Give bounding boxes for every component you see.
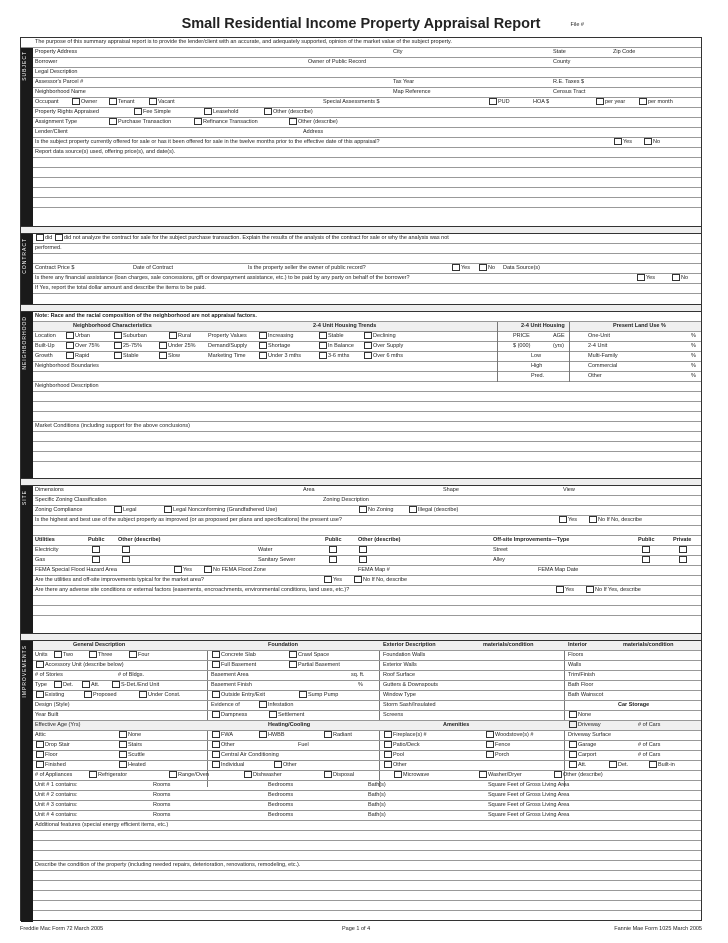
improvements-blank-line[interactable] [33,831,701,841]
legal-checkbox[interactable] [114,506,122,513]
side-label-neighborhood: NEIGHBORHOOD [21,312,33,478]
neighborhood-blank-line[interactable] [33,392,701,402]
nonconforming-checkbox[interactable] [164,506,172,513]
over-supply-checkbox[interactable] [364,342,372,349]
finished-checkbox[interactable] [36,761,44,768]
range-checkbox[interactable] [169,771,177,778]
shortage-checkbox[interactable] [259,342,267,349]
gas-other-checkbox[interactable] [122,556,130,563]
neighborhood-row-market[interactable]: Market Conditions (including support for the above conclusions) [33,422,701,432]
existing-checkbox[interactable] [36,691,44,698]
footer-page: Page 1 of 4 [342,926,371,932]
proposed-checkbox[interactable] [84,691,92,698]
subject-row-address[interactable]: Property Address City State Zip Code [33,48,701,58]
rural-checkbox[interactable] [169,332,177,339]
improvements-row-11[interactable]: Floor Scuttle Central Air Conditioning Pool Porch Carport # of Cars [33,751,701,761]
unit-row[interactable]: Unit # 2 contains: Rooms Bedrooms Bath(s) Square Feet of Gross Living Area [33,791,701,801]
sump-pump-checkbox[interactable] [299,691,307,698]
util-yes-checkbox[interactable] [324,576,332,583]
full-basement-checkbox[interactable] [212,661,220,668]
hbu-yes-checkbox[interactable] [559,516,567,523]
refinance-checkbox[interactable] [194,118,202,125]
fwa-checkbox[interactable] [212,731,220,738]
declining-checkbox[interactable] [364,332,372,339]
floor-checkbox[interactable] [36,751,44,758]
assist-yes-checkbox[interactable] [637,274,645,281]
slow-checkbox[interactable] [159,352,167,359]
improvements-row-10[interactable]: Drop Stair Stairs Other Fuel Patio/Deck Fence Garage # of Cars [33,741,701,751]
garage-checkbox[interactable] [569,741,577,748]
did-not-checkbox[interactable] [55,234,63,241]
att-garage-checkbox[interactable] [569,761,577,768]
det-garage-checkbox[interactable] [609,761,617,768]
neighborhood-blank-line[interactable] [33,402,701,412]
improvements-row-3[interactable]: # of Stories # of Bldgs. Basement Area sq. ft. Roof Surface Trim/Finish [33,671,701,681]
improvements-row-1[interactable]: Units Two Three Four Concrete Slab Crawl Space Foundation Walls Floors [33,651,701,661]
site-row-zoning[interactable]: Specific Zoning Classification Zoning Description [33,496,701,506]
unit-row[interactable]: Unit # 4 contains: Rooms Bedrooms Bath(s) Square Feet of Gross Living Area [33,811,701,821]
side-label-site: SITE [21,486,33,633]
cool-other-checkbox[interactable] [274,761,282,768]
neighborhood-blank-line[interactable] [33,462,701,471]
neighborhood-row-2[interactable]: Built-Up Over 75% 25-75% Under 25% Demand/Supply Shortage In Balance Over Supply $ (000) (yrs) 2-4 Unit % [33,342,701,352]
individual-checkbox[interactable] [212,761,220,768]
improvements-header-row: General Description Foundation Exterior Description materials/condition Interior materials/condition [33,641,701,651]
owner-checkbox[interactable] [72,98,80,105]
section-separator [21,226,701,234]
improvements-row-additional[interactable]: Additional features (special energy efficient items, etc.) [33,821,701,831]
adverse-yes-checkbox[interactable] [556,586,564,593]
improvements-row-7[interactable]: Year Built Dampness Settlement Screens None [33,711,701,721]
site-row-gas[interactable]: Gas Sanitary Sewer Alley [33,556,701,566]
subject-row-sources[interactable]: Report data source(s) used, offering price(s), and date(s). [33,148,701,158]
woodstove-checkbox[interactable] [486,731,494,738]
seller-yes-checkbox[interactable] [452,264,460,271]
fence-checkbox[interactable] [486,741,494,748]
det-checkbox[interactable] [54,681,62,688]
neighborhood-blank-line[interactable] [33,442,701,452]
site-blank-line[interactable] [33,596,701,606]
infestation-checkbox[interactable] [259,701,267,708]
footer-left: Freddie Mac Form 72 March 2005 [20,926,104,932]
heat-other-checkbox[interactable] [212,741,220,748]
site-row-hbu[interactable]: Is the highest and best use of the subject property as improved (or as proposed per plans and specifications) the present use? Yes No If No, describe [33,516,701,526]
page-title: Small Residential Income Property Appraisal Report [181,16,541,32]
improvements-row-8[interactable]: Effective Age (Yrs) Heating/Cooling Amenities Driveway # of Cars [33,721,701,731]
subject-row-borrower[interactable]: Borrower Owner of Public Record County [33,58,701,68]
purchase-checkbox[interactable] [109,118,117,125]
attic-none-checkbox[interactable] [119,731,127,738]
concrete-slab-checkbox[interactable] [212,651,220,658]
improvements-blank-line[interactable] [33,841,701,851]
site-row-fema[interactable]: FEMA Special Flood Hazard Area Yes No FEMA Flood Zone FEMA Map # FEMA Map Date [33,566,701,576]
accessory-checkbox[interactable] [36,661,44,668]
contract-row-price[interactable]: Contract Price $ Date of Contract Is the property seller the owner of public record? Yes No Data Source(s) [33,264,701,274]
neighborhood-row-boundaries[interactable]: Neighborhood Boundaries High Commercial % [33,362,701,372]
per-month-checkbox[interactable] [639,98,647,105]
under25-checkbox[interactable] [159,342,167,349]
column-divider [497,322,498,382]
porch-checkbox[interactable] [486,751,494,758]
over6-checkbox[interactable] [364,352,372,359]
side-label-improvements: IMPROVEMENTS [21,641,33,922]
neighborhood-row-5[interactable]: Pred. Other % [33,372,701,382]
neighborhood-row-description[interactable]: Neighborhood Description [33,382,701,392]
site-row-utilities-hdr: Utilities Public Other (describe) Public Other (describe) Off-site Improvements—Type Public Private [33,536,701,546]
unit-row[interactable]: Unit # 1 contains: Rooms Bedrooms Bath(s) Square Feet of Gross Living Area [33,781,701,791]
central-ac-checkbox[interactable] [212,751,220,758]
site-blank-line[interactable] [33,616,701,625]
site-row-electricity[interactable]: Electricity Water Street [33,546,701,556]
improvements-blank-line[interactable] [33,871,701,881]
purpose-statement: The purpose of this summary appraisal report is to provide the lender/client with an accurate, and adequately supported, opinion of the market value of the subject property. [21,38,701,48]
units-three-checkbox[interactable] [89,651,97,658]
stable-growth-checkbox[interactable] [114,352,122,359]
sewer-other-checkbox[interactable] [359,556,367,563]
stable-checkbox[interactable] [319,332,327,339]
scuttle-checkbox[interactable] [119,751,127,758]
heated-checkbox[interactable] [119,761,127,768]
gas-public-checkbox[interactable] [92,556,100,563]
improvements-row-5[interactable]: Existing Proposed Under Const. Outside Entry/Exit Sump Pump Window Type Bath Wainscot [33,691,701,701]
subject-row-rights[interactable]: Property Rights Appraised Fee Simple Leasehold Other (describe) [33,108,701,118]
hbu-no-checkbox[interactable] [589,516,597,523]
improvements-blank-line[interactable] [33,881,701,891]
improvements-blank-line[interactable] [33,901,701,911]
neighborhood-note: Note: Race and the racial composition of the neighborhood are not appraisal factors. [33,312,701,322]
appliance-other-checkbox[interactable] [554,771,562,778]
subject-blank-line[interactable] [33,208,701,217]
improvements-row-4[interactable]: Type Det. Att. S-Det./End Unit Basement Finish % Gutters & Downspouts Bath Floor [33,681,701,691]
other-rights-checkbox[interactable] [264,108,272,115]
amenity-other-checkbox[interactable] [384,761,392,768]
other-assignment-checkbox[interactable] [289,118,297,125]
fireplace-checkbox[interactable] [384,731,392,738]
patio-checkbox[interactable] [384,741,392,748]
washer-checkbox[interactable] [479,771,487,778]
site-row-dimensions[interactable]: Dimensions Area Shape View [33,486,701,496]
dampness-checkbox[interactable] [212,711,220,718]
section-separator [21,478,701,486]
subject-row-legal[interactable]: Legal Description [33,68,701,78]
improvements-row-12[interactable]: Finished Heated Individual Other Other Att. Det. Built-in [33,761,701,771]
dishwasher-checkbox[interactable] [244,771,252,778]
crawl-space-checkbox[interactable] [289,651,297,658]
subject-row-neighborhood[interactable]: Neighborhood Name Map Reference Census Tract [33,88,701,98]
subject-blank-line[interactable] [33,198,701,208]
subject-blank-line[interactable] [33,178,701,188]
builtin-checkbox[interactable] [649,761,657,768]
footer-right: Fannie Mae Form 1025 March 2005 [614,926,702,932]
offered-yes-checkbox[interactable] [614,138,622,145]
water-other-checkbox[interactable] [359,546,367,553]
outside-entry-checkbox[interactable] [212,691,220,698]
assist-no-checkbox[interactable] [672,274,680,281]
street-private-checkbox[interactable] [679,546,687,553]
subject-blank-line[interactable] [33,168,701,178]
neighborhood-header-row: Neighborhood Characteristics 2-4 Unit Housing Trends 2-4 Unit Housing Present Land Use % [33,322,701,332]
fema-yes-checkbox[interactable] [174,566,182,573]
neighborhood-row-1[interactable]: Location Urban Suburban Rural Property Values Increasing Stable Declining PRICE AGE One-Unit % [33,332,701,342]
refrigerator-checkbox[interactable] [89,771,97,778]
water-public-checkbox[interactable] [329,546,337,553]
site-row-adverse[interactable]: Are there any adverse site conditions or external factors (easements, encroachments, environmental conditions, land uses, etc.)? Yes No If Yes, describe [33,586,701,596]
improvements-blank-line[interactable] [33,851,701,861]
suburban-checkbox[interactable] [114,332,122,339]
drop-stair-checkbox[interactable] [36,741,44,748]
improvements-blank-line[interactable] [33,891,701,901]
rapid-checkbox[interactable] [66,352,74,359]
improvements-row-6[interactable]: Design (Style) Evidence of Infestation Storm Sash/Insulated Car Storage [33,701,701,711]
side-label-subject: SUBJECT [21,47,33,226]
site-blank-line[interactable] [33,606,701,616]
subject-row-lender[interactable]: Lender/Client Address [33,128,701,138]
side-label-contract: CONTRACT [21,234,33,304]
car-none-checkbox[interactable] [569,711,577,718]
vacant-checkbox[interactable] [149,98,157,105]
subject-blank-line[interactable] [33,158,701,168]
subject-row-offered[interactable]: Is the subject property currently offered for sale or has it been offered for sale in the twelve months prior to the effective date of this appraisal? Yes No [33,138,701,148]
no-zoning-checkbox[interactable] [359,506,367,513]
sewer-public-checkbox[interactable] [329,556,337,563]
carport-checkbox[interactable] [569,751,577,758]
fee-simple-checkbox[interactable] [134,108,142,115]
pool-checkbox[interactable] [384,751,392,758]
att-checkbox[interactable] [82,681,90,688]
over75-checkbox[interactable] [66,342,74,349]
electricity-other-checkbox[interactable] [122,546,130,553]
under-const-checkbox[interactable] [139,691,147,698]
contract-blank-line[interactable] [33,294,701,303]
contract-row-assistance[interactable]: Is there any financial assistance (loan charges, sale concessions, gift or downpayment assistance, etc.) to be paid by any party on behalf of the borrower? Yes No [33,274,701,284]
disposal-checkbox[interactable] [324,771,332,778]
alley-private-checkbox[interactable] [679,556,687,563]
site-row-compliance[interactable]: Zoning Compliance Legal Legal Nonconforming (Grandfathered Use) No Zoning Illegal (describe) [33,506,701,516]
adverse-no-checkbox[interactable] [586,586,594,593]
contract-blank-line[interactable] [33,254,701,264]
offered-no-checkbox[interactable] [644,138,652,145]
subject-blank-line[interactable] [33,188,701,198]
util-no-checkbox[interactable] [354,576,362,583]
improvements-blank-line[interactable] [33,911,701,920]
contract-row-performed[interactable]: performed. [33,244,701,254]
partial-basement-checkbox[interactable] [289,661,297,668]
neighborhood-blank-line[interactable] [33,452,701,462]
illegal-checkbox[interactable] [409,506,417,513]
under3-checkbox[interactable] [259,352,267,359]
increasing-checkbox[interactable] [259,332,267,339]
improvements-row-2[interactable]: Accessory Unit (describe below) Full Basement Partial Basement Exterior Walls Walls [33,661,701,671]
fema-no-checkbox[interactable] [204,566,212,573]
improvements-row-appliances[interactable]: # of Appliances Refrigerator Range/Oven Dishwasher Disposal Microwave Washer/Dryer Other (describe) [33,771,701,781]
neighborhood-blank-line[interactable] [33,412,701,422]
contract-row-analysis[interactable]: did did not analyze the contract for sale for the subject purchase transaction. Explain the results of the analysis of the contract for sale or why the analysis was not [33,234,701,244]
pud-checkbox[interactable] [489,98,497,105]
improvements-row-9[interactable]: Attic None FWA HWBB Radiant Fireplace(s) # Woodstove(s) # Driveway Surface [33,731,701,741]
3-6-checkbox[interactable] [319,352,327,359]
leasehold-checkbox[interactable] [204,108,212,115]
seller-no-checkbox[interactable] [479,264,487,271]
microwave-checkbox[interactable] [394,771,402,778]
column-divider [569,322,570,382]
units-four-checkbox[interactable] [129,651,137,658]
subject-row-assignment[interactable]: Assignment Type Purchase Transaction Refinance Transaction Other (describe) [33,118,701,128]
file-number-label: File # [570,22,584,28]
stairs-checkbox[interactable] [119,741,127,748]
site-blank-line[interactable] [33,526,701,536]
contract-row-ifyes[interactable]: If Yes, report the total dollar amount and describe the items to be paid. [33,284,701,294]
semi-det-checkbox[interactable] [112,681,120,688]
unit-row[interactable]: Unit # 3 contains: Rooms Bedrooms Bath(s) Square Feet of Gross Living Area [33,801,701,811]
radiant-checkbox[interactable] [324,731,332,738]
neighborhood-row-3[interactable]: Growth Rapid Stable Slow Marketing Time Under 3 mths 3-6 mths Over 6 mths Low Multi-Family % [33,352,701,362]
neighborhood-blank-line[interactable] [33,432,701,442]
street-public-checkbox[interactable] [642,546,650,553]
subject-row-apn[interactable]: Assessor's Parcel # Tax Year R.E. Taxes $ [33,78,701,88]
did-checkbox[interactable] [36,234,44,241]
p25-75-checkbox[interactable] [114,342,122,349]
electricity-public-checkbox[interactable] [92,546,100,553]
form-frame [20,37,702,921]
section-separator [21,304,701,312]
driveway-checkbox[interactable] [569,721,577,728]
urban-checkbox[interactable] [66,332,74,339]
site-row-util-q[interactable]: Are the utilities and off-site improvements typical for the market area? Yes No If No, describe [33,576,701,586]
alley-public-checkbox[interactable] [642,556,650,563]
in-balance-checkbox[interactable] [319,342,327,349]
per-year-checkbox[interactable] [596,98,604,105]
improvements-row-condition[interactable]: Describe the condition of the property (including needed repairs, deterioration, renovations, remodeling, etc.). [33,861,701,871]
units-two-checkbox[interactable] [54,651,62,658]
settlement-checkbox[interactable] [269,711,277,718]
hwbb-checkbox[interactable] [259,731,267,738]
subject-row-occupant[interactable]: Occupant Owner Tenant Vacant Special Assessments $ PUD HOA $ per year per month [33,98,701,108]
section-separator [21,633,701,641]
tenant-checkbox[interactable] [109,98,117,105]
